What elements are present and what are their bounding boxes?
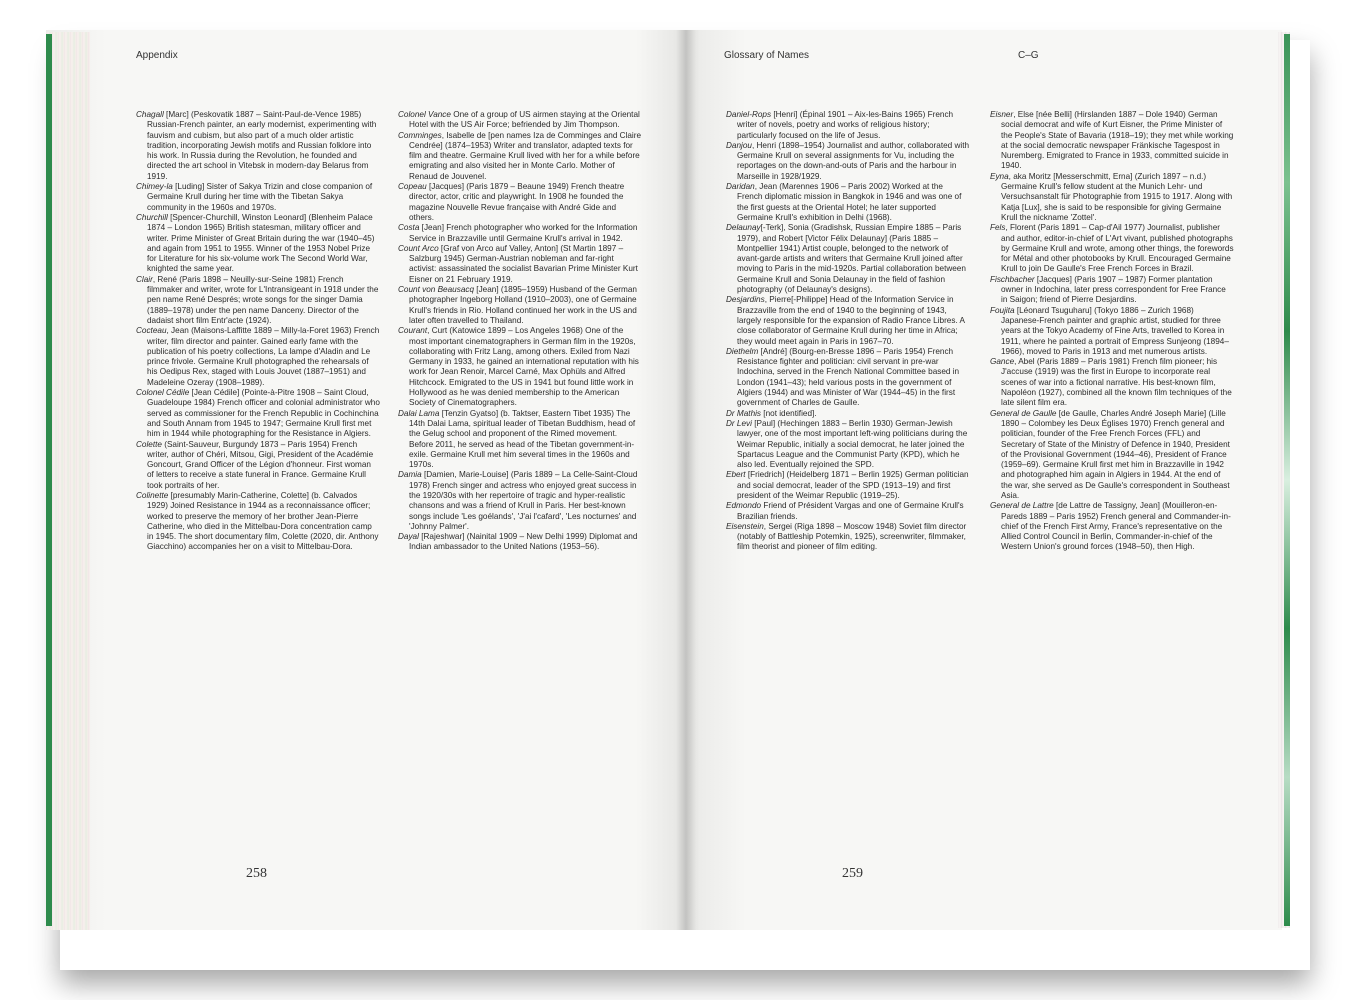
entry-headword: Fels bbox=[990, 223, 1006, 233]
glossary-entry bbox=[990, 110, 1234, 172]
glossary-entry bbox=[398, 470, 642, 532]
entry-headword: Clair bbox=[136, 274, 153, 284]
entry-headword: Dalai Lama bbox=[398, 408, 440, 418]
glossary-entry bbox=[136, 110, 380, 182]
glossary-entry bbox=[398, 244, 642, 285]
entry-text: , Florent (Paris 1891 – Cap-d'Ail 1977) Journalist, publisher and author, editor-in-chief of L'Art vivant, published photographs by Germaine Krull and wrote, among other things, the forewords for Métal and other photobooks by Krull. Encouraged Germaine Krull to join De Gaulle's Free French Forces in Brazil. bbox=[1001, 223, 1234, 274]
entry-text: [-Terk], Sonia (Gradishsk, Russian Empire 1885 – Paris 1979), and Robert [Victor Félix Delaunay] (Paris 1885 – Montpellier 1941) Artist couple, belonged to the network of avant-garde artists and writers that Germaine Krull joined after moving to Paris in the mid-1920s. Partial collaboration between Germaine Krull and Sonia Delaunay in the field of fashion photography (of Delaunay's designs). bbox=[737, 223, 966, 295]
entry-text: [not identified]. bbox=[761, 408, 817, 418]
entry-headword: Eisenstein bbox=[726, 521, 764, 531]
glossary-entry bbox=[990, 409, 1234, 502]
entry-headword: Eyna bbox=[990, 171, 1009, 181]
entry-headword: Ebert bbox=[726, 470, 746, 480]
entry-headword: Colette bbox=[136, 439, 162, 449]
entry-text: , René (Paris 1898 – Neuilly-sur-Seine 1981) French filmmaker and writer, wrote for L'Intransigeant in 1918 under the pen name René Després; wrote songs for the singer Damia (1889–1978) under the pen name Danceny. Director of the dadaist short film Entr'acte (1924). bbox=[147, 274, 379, 325]
entry-headword: Cocteau bbox=[136, 326, 167, 336]
entry-text: [Jean] French photographer who worked for the Information Service in Brazzaville until Germaine Krull's arrival in 1942. bbox=[409, 223, 638, 243]
glossary-entry bbox=[726, 347, 970, 409]
glossary-entry bbox=[726, 223, 970, 295]
glossary-entry bbox=[726, 501, 970, 522]
entry-text: [Spencer-Churchill, Winston Leonard] (Blenheim Palace 1874 – London 1965) British statesman, military officer and writer. Prime Minister of Great Britain during the war (1940–45) and again from 1951 to 1955. Winner of the 1953 Nobel Prize for Literature for his six-volume work The Second World War, knighted the same year. bbox=[147, 212, 375, 274]
entry-text: [Marc] (Peskovatik 1887 – Saint-Paul-de-Vence 1985) Russian-French painter, an early modernist, experimenting with fauvism and cubism, but also part of a much older artistic tradition, incorporating Jewish motifs and Russian folklore into his work. In Russia during the Revolution, he founded and directed the art school in Vitebsk in modern-day Belarus from 1919. bbox=[147, 110, 377, 181]
left-cover-edge bbox=[46, 34, 52, 926]
entry-text: [Tenzin Gyatso] (b. Taktser, Eastern Tibet 1935) The 14th Dalai Lama, spiritual leader of Tibetan Buddhism, head of the Gelug school and proponent of the Rimed movement. Before 2011, he served as head of the Tibetan government-in-exile. Germaine Krull met him several times in the 1960s and 1970s. bbox=[409, 408, 636, 470]
glossary-entry bbox=[726, 141, 970, 182]
entry-headword: Daniel-Rops bbox=[726, 110, 772, 119]
glossary-entry bbox=[136, 326, 380, 388]
entry-text: [Jacques] (Paris 1907 – 1987) Former plantation owner in Indochina, later press correspondent for Free France in Saigon; friend of Pierre Desjardins. bbox=[1001, 274, 1226, 305]
entry-text: [Jean Cédile] (Pointe-à-Pitre 1908 – Saint Cloud, Guadeloupe 1984) French officer and colonial administrator who served as commissioner for the French Republic in Cochinchina and South Annam from 1945 to 1947; Germaine Krull first met him in 1944 while photographing for the Resistance in Algiers. bbox=[147, 388, 380, 439]
entry-headword: Fischbacher bbox=[990, 274, 1035, 284]
entry-headword: Count von Beausacq bbox=[398, 285, 475, 295]
entry-text: [Paul] (Hechingen 1883 – Berlin 1930) German-Jewish lawyer, one of the most important left-wing politicians during the Weimar Republic, initially a social democrat, he later joined the Spartacus League and the Communist Party (KPD), which he also led. Eventually rejoined the SPD. bbox=[737, 418, 968, 470]
entry-text: , Abel (Paris 1889 – Paris 1981) French film pioneer; his J'accuse (1919) was the first in Europe to incorporate real scenes of war into a fictional narrative. His best-known film, Napoléon (1927), combined all the known film techniques of the late silent film era. bbox=[1001, 357, 1232, 408]
glossary-entry bbox=[398, 182, 642, 223]
entry-text: , Pierre[-Philippe] Head of the Information Service in Brazzaville from the end of 1940 to the beginning of 1943, largely responsible for the expansion of Radio France Libres. A close collaborator of Germaine Krull during her time in Africa; they would meet again in Paris in 1967–70. bbox=[737, 295, 965, 346]
glossary-entry bbox=[398, 131, 642, 182]
glossary-entry bbox=[398, 532, 642, 553]
entry-headword: Eisner bbox=[990, 110, 1014, 119]
glossary-entry bbox=[990, 357, 1234, 408]
entry-headword: Danjou bbox=[726, 140, 752, 150]
glossary-entry bbox=[726, 522, 970, 553]
entry-headword: Dr Levi bbox=[726, 418, 752, 428]
running-head-range: C–G bbox=[1018, 50, 1039, 61]
entry-headword: General de Lattre bbox=[990, 501, 1054, 511]
entry-text: , Sergei (Riga 1898 – Moscow 1948) Soviet film director (notably of Battleship Potemkin, 1925), screenwriter, filmmaker, film theorist and pioneer of film editing. bbox=[737, 521, 967, 552]
entry-text: [de Lattre de Tassigny, Jean] (Mouilleron-en-Pareds 1889 – Paris 1952) French general and Commander-in-chief of the French First Army, France's representative on the Allied Control Council in Berlin, Commander-in-chief of the Western Union's ground forces (1948–50), then High. bbox=[1001, 501, 1231, 552]
glossary-entry bbox=[136, 275, 380, 326]
glossary-entry bbox=[726, 409, 970, 419]
entry-text: , Else [née Belli] (Hirslanden 1887 – Dole 1940) German social democrat and wife of Kurt Eisner, the Prime Minister of the People's State of Bavaria (1918–19); they met while working at the social democratic newspaper Fränkische Tagespost in Nuremberg. Emigrated to France in 1933, committed suicide in 1940. bbox=[1001, 110, 1234, 171]
entry-headword: Damia bbox=[398, 470, 422, 480]
entry-headword: Edmondo bbox=[726, 501, 762, 511]
glossary-entry bbox=[990, 172, 1234, 223]
glossary-entry bbox=[726, 110, 970, 141]
glossary-column-2 bbox=[398, 110, 642, 553]
entry-headword: Costa bbox=[398, 223, 420, 233]
page-number-right: 259 bbox=[842, 866, 863, 881]
entry-headword: Colonel Vance bbox=[398, 110, 451, 119]
glossary-column-1 bbox=[136, 110, 380, 553]
entry-headword: General de Gaulle bbox=[990, 408, 1057, 418]
glossary-entry bbox=[726, 182, 970, 223]
entry-text: [Jean] (1895–1959) Husband of the German photographer Ingeborg Holland (1910–2003), one of Germaine Krull's friends in Rio. Holland continued her work in the US and later often travelled to Thailand. bbox=[409, 285, 637, 325]
entry-headword: Dayal bbox=[398, 532, 419, 542]
glossary-column-4 bbox=[990, 110, 1234, 553]
entry-text: [Rajeshwar] (Nainital 1909 – New Delhi 1999) Diplomat and Indian ambassador to the United Nations (1953–56). bbox=[409, 532, 638, 552]
entry-headword: Courant bbox=[398, 326, 428, 336]
glossary-entry bbox=[136, 182, 380, 213]
entry-headword: Chimey-la bbox=[136, 182, 173, 192]
entry-headword: Copeau bbox=[398, 182, 427, 192]
entry-text: , aka Moritz [Messerschmitt, Erna] (Zurich 1897 – n.d.) Germaine Krull's fellow student at the Munich Lehr- und Versuchsanstalt für Photographie from 1915 to 1917. Along with Katja [Lux], she is said to be responsible for giving Germaine Krull the nickname 'Zottel'. bbox=[1001, 171, 1233, 222]
glossary-entry bbox=[136, 440, 380, 491]
entry-text: [André] (Bourg-en-Bresse 1896 – Paris 1954) French Resistance fighter and politician: civil servant in pre-war Indochina, served in the French National Committee based in London (1941–43); held various posts in the government of Algiers (1944) and was Minister of War (1944–45) in the first government of Charles de Gaulle. bbox=[737, 346, 960, 408]
entry-headword: Chagall bbox=[136, 110, 164, 119]
glossary-entry bbox=[990, 275, 1234, 306]
entry-text: Friend of Président Vargas and one of Germaine Krull's Brazilian friends. bbox=[737, 501, 964, 521]
entry-headword: Daridan bbox=[726, 182, 755, 192]
glossary-entry bbox=[990, 501, 1234, 552]
entry-text: , Jean (Marennes 1906 – Paris 2002) Worked at the French diplomatic mission in Bangkok in 1946 and was one of the first guests at the Oriental Hotel; he later supported Germaine Krull's exhibition in Delhi (1968). bbox=[737, 182, 962, 222]
entry-headword: Colonel Cédile bbox=[136, 388, 190, 398]
entry-headword: Churchill bbox=[136, 212, 168, 222]
entry-headword: Count Arco bbox=[398, 243, 439, 253]
glossary-entry bbox=[726, 470, 970, 501]
entry-text: [presumably Marin-Catherine, Colette] (b. Calvados 1929) Joined Resistance in 1944 as a reconnaissance officer; worked to preserve the memory of her brother Jean-Pierre Catherine, who died in the Mittelbau-Dora concentration camp in 1945. The short documentary film, Colette (2020, dir. Anthony Giacchino) accompanies her on a visit to Mittelbau-Dora. bbox=[147, 490, 379, 552]
entry-headword: Dr Mathis bbox=[726, 408, 762, 418]
entry-text: [de Gaulle, Charles André Joseph Marie] (Lille 1890 – Colombey les Deux Églises 1970) French general and politician, founder of the Free French Forces (FFL) and Secretary of State of the Ministry of Defence in 1940, President of the Provisional Government (1944–46), President of France (1959–69). Germaine Krull first met him in Brazzaville in 1942 and photographed him again in Algiers in 1944. At the end of the war, she served as De Gaulle's correspondent in Southeast Asia. bbox=[1001, 408, 1230, 500]
entry-text: , Curt (Katowice 1899 – Los Angeles 1968) One of the most important cinematographers in German film in the 1920s, collaborating with Fritz Lang, among others. Exiled from Nazi Germany in 1933, he gained an international reputation with his work for Jean Renoir, Marcel Carné, Max Ophüls and Alfred Hitchcock. Emigrated to the US in 1941 but found little work in Hollywood as he was denied membership to the American Society of Cinematographers. bbox=[409, 326, 639, 408]
glossary-entry bbox=[398, 409, 642, 471]
glossary-entry bbox=[726, 419, 970, 470]
entry-text: [Jacques] (Paris 1879 – Beaune 1949) French theatre director, actor, critic and playwright. In 1908 he founded the magazine Nouvelle Revue française with André Gide and others. bbox=[409, 182, 625, 222]
running-head-left: Appendix bbox=[136, 50, 178, 61]
entry-text: [Friedrich] (Heidelberg 1871 – Berlin 1925) German politician and social democrat, leader of the SPD (1913–19) and first president of the Weimar Republic (1919–25). bbox=[737, 470, 969, 500]
glossary-entry bbox=[136, 491, 380, 553]
entry-headword: Diethelm bbox=[726, 346, 759, 356]
entry-text: [Graf von Arco auf Valley, Anton] (St Martin 1897 – Salzburg 1945) German-Austrian nobleman and far-right activist: assassinated the socialist Bavarian Prime Minister Kurt Eisner on 21 February 1919. bbox=[409, 243, 638, 284]
glossary-entry bbox=[398, 223, 642, 244]
entry-text: , Henri (1898–1954) Journalist and author, collaborated with Germaine Krull on several assignments for Vu, including the reportages on the down-and-outs of Paris and the harbour in Marseille in 1928/1929. bbox=[737, 140, 970, 181]
left-page-edges bbox=[46, 32, 90, 930]
glossary-entry bbox=[136, 213, 380, 275]
glossary-entry bbox=[990, 223, 1234, 274]
entry-headword: Delaunay bbox=[726, 223, 761, 233]
glossary-column-3 bbox=[726, 110, 970, 553]
entry-text: One of a group of US airmen staying at the Oriental Hotel with the US Air Force; befriended by Jim Thompson. bbox=[409, 110, 640, 130]
glossary-entry bbox=[398, 110, 642, 131]
glossary-entry bbox=[398, 285, 642, 326]
entry-text: [Damien, Marie-Louise] (Paris 1889 – La Celle-Saint-Cloud 1978) French singer and actress who enjoyed great success in the 1920/30s with her repertoire of tragic and hyper-realistic chansons and was a friend of Krull in Paris. Her best-known songs include 'Les goélands', 'J'ai l'cafard', 'Les nocturnes' and 'Johnny Palmer'. bbox=[409, 470, 638, 531]
entry-text: [Léonard Tsuguharu] (Tokyo 1886 – Zurich 1968) Japanese-French painter and graphic artist, studied for three years at the Tokyo Academy of Fine Arts, travelled to Korea in 1911, where he painted a portrait of Empress Sunjeong (1894–1966), moved to Paris in 1913 and met numerous artists. bbox=[1001, 305, 1229, 356]
entry-text: [Luding] Sister of Sakya Trizin and close companion of Germaine Krull during her time with the Tibetan Sakya community in the 1960s and 1970s. bbox=[147, 182, 373, 212]
entry-headword: Foujita bbox=[990, 305, 1015, 315]
page-number-left: 258 bbox=[246, 866, 267, 881]
entry-text: , Isabelle de [pen names Iza de Comminges and Claire Cendrée] (1874–1953) Writer and translator, adapted texts for film and theatre. Germaine Krull lived with her for a while before emigrating and also visited her in Monte Carlo. Mother of Renaud de Jouvenel. bbox=[409, 130, 642, 181]
entry-text: (Saint-Sauveur, Burgundy 1873 – Paris 1954) French writer, author of Chéri, Mitsou, Gigi, President of the Académie Goncourt, Grand Officer of the Légion d'honneur. First woman of letters to receive a state funeral in France. Germaine Krull took portraits of her. bbox=[147, 439, 374, 490]
right-cover-edge bbox=[1284, 34, 1290, 926]
entry-headword: Gance bbox=[990, 357, 1015, 367]
glossary-entry bbox=[726, 295, 970, 346]
book-gutter bbox=[676, 30, 696, 930]
running-head-title: Glossary of Names bbox=[724, 50, 810, 61]
entry-headword: Desjardins bbox=[726, 295, 765, 305]
entry-text: , Jean (Maisons-Laffitte 1889 – Milly-la-Foret 1963) French writer, film director and painter. Gained early fame with the publication of his poetry collections, La lampe d'Aladin and Le prince frivole. Germaine Krull photographed the rehearsals of his Oedipus Rex, staged with Louis Jouvet (1887–1951) and Madeleine Ozeray (1908–1989). bbox=[147, 326, 380, 387]
glossary-entry bbox=[990, 306, 1234, 357]
entry-headword: Comminges bbox=[398, 130, 442, 140]
entry-headword: Colinette bbox=[136, 490, 169, 500]
glossary-entry bbox=[398, 326, 642, 408]
glossary-entry bbox=[136, 388, 380, 439]
entry-text: [Henri] (Épinal 1901 – Aix-les-Bains 1965) French writer of novels, poetry and works of religious history; particularly focused on the life of Jesus. bbox=[737, 110, 954, 140]
